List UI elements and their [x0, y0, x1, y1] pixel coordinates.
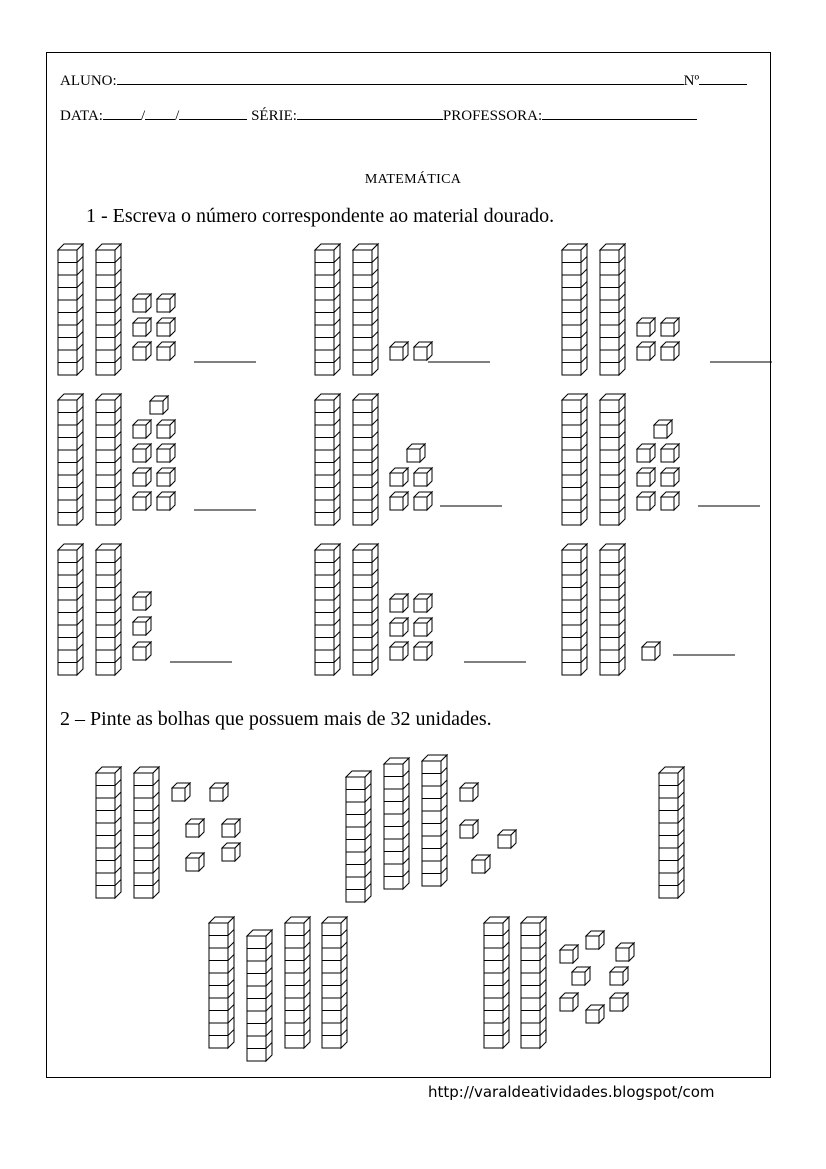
ten-rod: [659, 767, 684, 898]
unit-cube: [157, 294, 175, 312]
unit-cube: [133, 342, 151, 360]
unit-cube: [186, 819, 204, 837]
unit-cube: [472, 855, 490, 873]
unit-cube: [222, 843, 240, 861]
unit-cube: [560, 945, 578, 963]
unit-cube: [661, 318, 679, 336]
ten-rod: [484, 917, 509, 1048]
unit-cube: [390, 468, 408, 486]
unit-cube: [133, 444, 151, 462]
unit-cube: [157, 420, 175, 438]
ten-rod: [562, 394, 587, 525]
ten-rod: [521, 917, 546, 1048]
unit-cube: [390, 642, 408, 660]
ten-rod: [562, 244, 587, 375]
ten-rod: [96, 244, 121, 375]
unit-cube: [414, 492, 432, 510]
unit-cube: [186, 853, 204, 871]
unit-cube: [586, 1005, 604, 1023]
unit-cube: [610, 967, 628, 985]
data-label: DATA:: [60, 108, 103, 124]
ten-rod: [58, 394, 83, 525]
unit-cube: [390, 342, 408, 360]
ten-rod: [96, 544, 121, 675]
unit-cube: [133, 294, 151, 312]
unit-cube: [157, 318, 175, 336]
unit-cube: [414, 642, 432, 660]
date-separator: /: [140, 108, 146, 124]
unit-cube: [661, 492, 679, 510]
unit-cube: [390, 492, 408, 510]
unit-cube: [661, 444, 679, 462]
unit-cube: [414, 594, 432, 612]
ten-rod: [346, 771, 371, 902]
unit-cube: [586, 931, 604, 949]
serie-label: SÉRIE:: [251, 108, 297, 124]
unit-cube: [560, 993, 578, 1011]
unit-cube: [637, 444, 655, 462]
ten-rod: [209, 917, 234, 1048]
unit-cube: [498, 830, 516, 848]
unit-cube: [133, 492, 151, 510]
ten-rod: [315, 244, 340, 375]
unit-cube: [637, 318, 655, 336]
subject-title: MATEMÁTICA: [364, 172, 462, 187]
unit-cube: [133, 420, 151, 438]
unit-cube: [661, 342, 679, 360]
unit-cube: [414, 342, 432, 360]
unit-cube: [157, 468, 175, 486]
unit-cube: [157, 342, 175, 360]
unit-cube: [414, 468, 432, 486]
unit-cube: [637, 468, 655, 486]
unit-cube: [133, 468, 151, 486]
ten-rod: [322, 917, 347, 1048]
unit-cube: [133, 642, 151, 660]
ten-rod: [58, 544, 83, 675]
ten-rod: [96, 394, 121, 525]
unit-cube: [157, 444, 175, 462]
unit-cube: [460, 783, 478, 801]
unit-cube: [133, 617, 151, 635]
ten-rod: [600, 394, 625, 525]
unit-cube: [637, 342, 655, 360]
unit-cube: [610, 993, 628, 1011]
unit-cube: [661, 468, 679, 486]
ten-rod: [285, 917, 310, 1048]
ten-rod: [134, 767, 159, 898]
unit-cube: [642, 642, 660, 660]
unit-cube: [133, 592, 151, 610]
date-separator: /: [175, 108, 180, 124]
ten-rod: [315, 394, 340, 525]
numero-label: Nº: [683, 73, 700, 89]
aluno-label: ALUNO:: [60, 73, 117, 89]
ten-rod: [96, 767, 121, 898]
exercise-2-instruction: 2 – Pinte as bolhas que possuem mais de 32 unidades.: [60, 708, 492, 730]
professora-label: PROFESSORA:: [442, 108, 543, 124]
ten-rod: [384, 758, 409, 889]
unit-cube: [637, 492, 655, 510]
unit-cube: [150, 396, 168, 414]
ten-rod: [353, 394, 378, 525]
unit-cube: [390, 618, 408, 636]
ten-rod: [353, 544, 378, 675]
ten-rod: [600, 544, 625, 675]
unit-cube: [407, 444, 425, 462]
unit-cube: [390, 594, 408, 612]
ten-rod: [600, 244, 625, 375]
unit-cube: [654, 420, 672, 438]
exercise-1-instruction: 1 - Escreva o número correspondente ao material dourado.: [86, 205, 555, 227]
unit-cube: [222, 819, 240, 837]
ten-rod: [422, 755, 447, 886]
ten-rod: [58, 244, 83, 375]
unit-cube: [133, 318, 151, 336]
ten-rod: [247, 930, 272, 1061]
unit-cube: [172, 783, 190, 801]
ten-rod: [562, 544, 587, 675]
footer-url: http://varaldeatividades.blogspot/com: [428, 1083, 715, 1101]
ten-rod: [353, 244, 378, 375]
unit-cube: [157, 492, 175, 510]
unit-cube: [210, 783, 228, 801]
unit-cube: [572, 967, 590, 985]
unit-cube: [460, 820, 478, 838]
unit-cube: [414, 618, 432, 636]
unit-cube: [616, 943, 634, 961]
ten-rod: [315, 544, 340, 675]
